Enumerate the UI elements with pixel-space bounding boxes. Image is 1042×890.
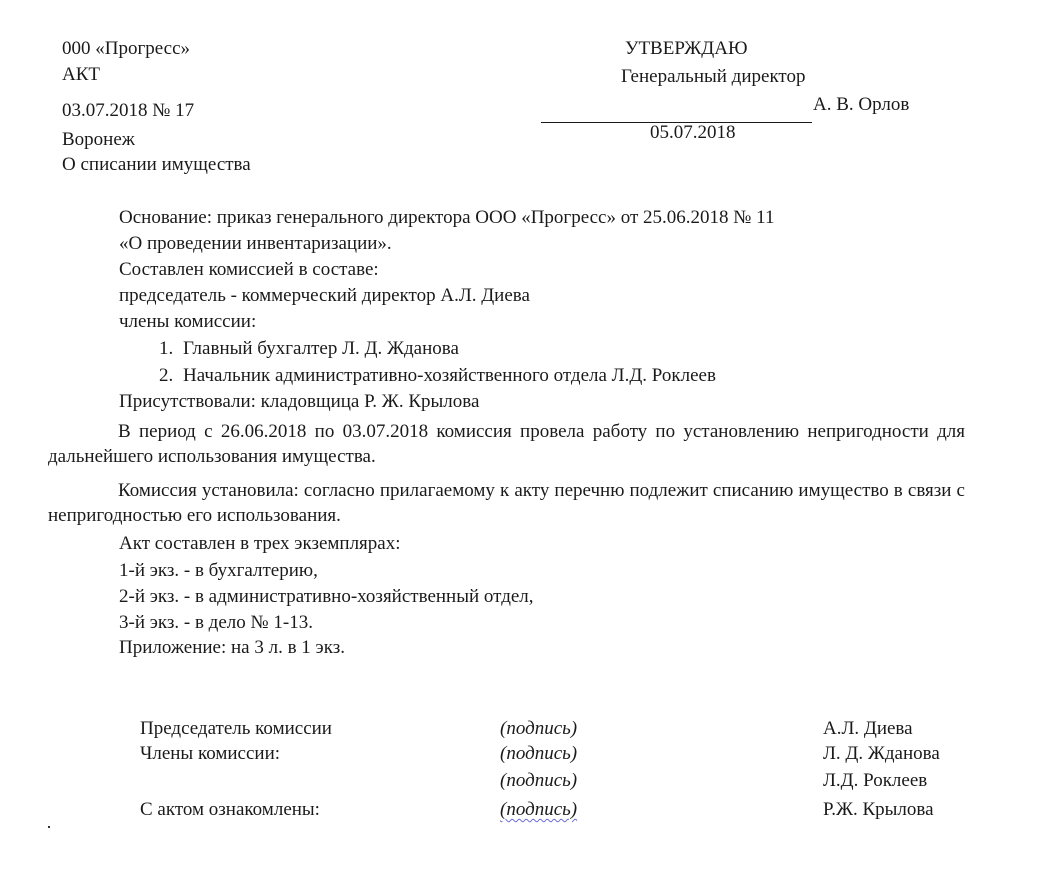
document-subject: О списании имущества xyxy=(62,154,251,175)
commission-chairman: председатель - коммерческий директор А.Л. Диева xyxy=(119,285,530,306)
signature-name: Р.Ж. Крылова xyxy=(823,799,934,820)
member-item: Главный бухгалтер Л. Д. Жданова xyxy=(183,338,459,359)
basis-text: Основание: приказ генерального директора ООО «Прогресс» от 25.06.2018 № 11 xyxy=(119,207,775,228)
signature-placeholder: (подпись) xyxy=(500,799,578,820)
member-item: Начальник административно-хозяйственного отдела Л.Д. Роклеев xyxy=(183,365,716,386)
copy-item: 2-й экз. - в административно-хозяйственный отдел, xyxy=(119,586,534,607)
basis-text-continued: «О проведении инвентаризации». xyxy=(119,233,392,254)
copy-item: 1-й экз. - в бухгалтерию, xyxy=(119,560,318,581)
signature-role: Председатель комиссии xyxy=(140,718,332,739)
copy-item: 3-й экз. - в дело № 1-13. xyxy=(119,612,313,633)
member-number: 1. xyxy=(159,338,174,359)
approval-date: 05.07.2018 xyxy=(650,122,736,143)
signature-placeholder: (подпись) xyxy=(500,770,578,791)
signature-name: Л.Д. Роклеев xyxy=(823,770,928,791)
approval-name: А. В. Орлов xyxy=(813,94,910,115)
members-label: члены комиссии: xyxy=(119,311,257,332)
stray-mark xyxy=(48,826,50,828)
member-number: 2. xyxy=(159,365,174,386)
document-date-number: 03.07.2018 № 17 xyxy=(62,100,195,121)
signature-name: А.Л. Диева xyxy=(823,718,913,739)
approval-position: Генеральный директор xyxy=(621,66,806,87)
finding-paragraph: Комиссия установила: согласно прилагаемому к акту перечню подлежит списанию имущество в связи с непригодностью его использования. xyxy=(48,480,965,526)
present-text: Присутствовали: кладовщица Р. Ж. Крылова xyxy=(119,391,480,412)
signature-role: С актом ознакомлены: xyxy=(140,799,320,820)
approval-title: УТВЕРЖДАЮ xyxy=(625,38,748,59)
attachment-text: Приложение: на 3 л. в 1 экз. xyxy=(119,637,345,658)
copies-label: Акт составлен в трех экземплярах: xyxy=(119,533,401,554)
commission-composed: Составлен комиссией в составе: xyxy=(119,259,379,280)
period-paragraph: В период с 26.06.2018 по 03.07.2018 комиссия провела работу по установлению непригодности для дальнейшего использования имущества. xyxy=(48,421,965,467)
organization-name: 000 «Прогресс» xyxy=(62,38,191,59)
signature-placeholder: (подпись) xyxy=(500,743,578,764)
signature-placeholder: (подпись) xyxy=(500,718,578,739)
document-type: АКТ xyxy=(62,64,100,85)
signature-role: Члены комиссии: xyxy=(140,743,281,764)
signature-name: Л. Д. Жданова xyxy=(823,743,940,764)
document-city: Воронеж xyxy=(62,129,135,150)
